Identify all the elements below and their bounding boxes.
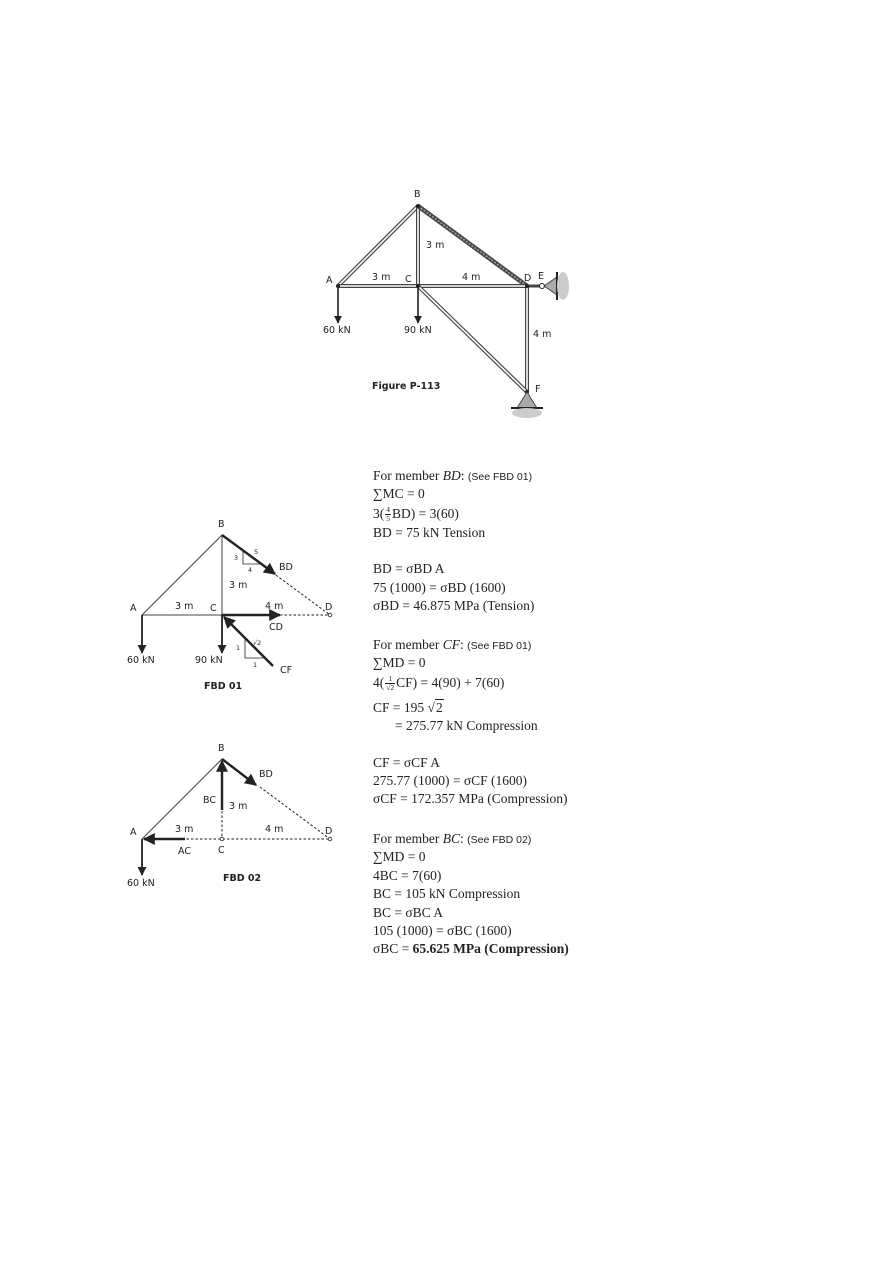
eq-pre: 4(	[373, 674, 385, 690]
stress-formula: BD = σBD A	[373, 561, 445, 577]
eq-pre: 3(	[373, 505, 385, 521]
dim-bc: 3 m	[229, 580, 248, 591]
heading-prefix: For member	[373, 831, 443, 846]
slope-bd-run: 4	[248, 566, 253, 574]
result-value: CF = 195	[373, 699, 425, 715]
node-label-a: A	[130, 603, 137, 614]
force-arrow-cf	[224, 617, 273, 666]
force-label-ac: AC	[178, 846, 191, 857]
force-label-bc: BC	[203, 795, 216, 806]
result: BC = 105 kN Compression	[373, 886, 521, 902]
dim-cd: 4 m	[462, 272, 481, 283]
slope-cf-rise: 1	[236, 644, 241, 652]
node-label-c: C	[210, 603, 217, 614]
solution-bc	[373, 830, 613, 959]
load-label-a: 60 kN	[323, 325, 351, 336]
node-label-b: B	[218, 519, 225, 530]
equilibrium-eq: 4BC = 7(60)	[373, 867, 442, 883]
node-label-a: A	[130, 827, 137, 838]
load-label-a: 60 kN	[127, 655, 155, 666]
truss-figure-p113	[300, 180, 600, 430]
stress-formula: BC = σBC A	[373, 904, 444, 920]
stress-result	[373, 940, 613, 958]
heading-prefix: For member	[373, 637, 443, 652]
fbd-reference: (See FBD 02)	[467, 834, 532, 846]
node-label-f: F	[535, 384, 541, 395]
fbd-reference: (See FBD 01)	[467, 471, 533, 483]
node-label-c: C	[218, 845, 225, 856]
fbd-caption: FBD 01	[204, 681, 243, 692]
dim-bc: 3 m	[426, 240, 445, 251]
radicand: 2	[435, 699, 443, 715]
fraction-den: 5	[386, 514, 390, 524]
heading: For member CF: (See FBD 01)	[373, 637, 532, 652]
node-label-d: D	[325, 602, 333, 613]
stress-substitution: 75 (1000) = σBD (1600)	[373, 579, 506, 595]
dim-df: 4 m	[533, 329, 552, 340]
fraction-num: 4	[386, 505, 390, 515]
node-label-b: B	[414, 189, 421, 200]
stress-symbol: σBC =	[373, 941, 413, 957]
node-label-e: E	[538, 271, 545, 282]
heading-prefix: For member	[373, 468, 443, 483]
force-label-cd: CD	[269, 622, 283, 633]
node-label-a: A	[326, 275, 333, 286]
equilibrium-eq	[373, 673, 613, 693]
load-label-a: 60 kN	[127, 878, 155, 889]
moment-eq: ∑MC = 0	[373, 486, 425, 502]
solution-bd	[373, 467, 613, 615]
stress-result: σBD = 46.875 MPa (Tension)	[373, 597, 535, 613]
node-label-d: D	[325, 826, 333, 837]
eq-post: CF) = 4(90) + 7(60)	[396, 674, 505, 690]
member-name: CF	[442, 637, 461, 652]
result: CF = 195 √2	[373, 699, 443, 715]
slope-cf-run: 1	[253, 661, 258, 669]
force-label-cf: CF	[280, 665, 293, 676]
stress-substitution: 105 (1000) = σBC (1600)	[373, 922, 512, 938]
heading: For member BD: (See FBD 01)	[373, 468, 533, 483]
slope-bd-hyp: 5	[254, 548, 259, 556]
fraction	[385, 675, 395, 692]
fbd-01-diagram	[115, 510, 355, 700]
fraction-num: 1	[385, 675, 395, 684]
stress-formula: CF = σCF A	[373, 754, 441, 770]
dim-bc: 3 m	[229, 801, 248, 812]
fbd-reference: (See FBD 01)	[467, 640, 532, 652]
slope-cf-hyp: √2	[253, 639, 262, 647]
stress-substitution: 275.77 (1000) = σCF (1600)	[373, 772, 528, 788]
member-name: BC	[442, 831, 461, 846]
dim-ac: 3 m	[175, 601, 194, 612]
result: BD = 75 kN Tension	[373, 524, 486, 540]
figure-caption: Figure P-113	[372, 381, 441, 392]
force-label-bd: BD	[259, 769, 273, 780]
moment-eq: ∑MD = 0	[373, 849, 426, 865]
force-label-bd: BD	[279, 562, 293, 573]
heading: For member BC: (See FBD 02)	[373, 831, 532, 846]
member-name: BD	[442, 468, 461, 483]
load-label-c: 90 kN	[195, 655, 223, 666]
result-numeric: = 275.77 kN Compression	[395, 718, 538, 734]
fbd-02-diagram	[115, 735, 355, 895]
dim-ac: 3 m	[175, 824, 194, 835]
fbd-caption: FBD 02	[223, 873, 262, 884]
pin-support-f	[511, 392, 543, 418]
force-arrow-bd	[222, 759, 256, 785]
moment-eq: ∑MD = 0	[373, 655, 426, 671]
node-label-c: C	[405, 274, 412, 285]
stress-value: 65.625 MPa (Compression)	[412, 941, 569, 957]
node-label-d: D	[524, 273, 532, 284]
solution-cf	[373, 636, 613, 809]
node-label-b: B	[218, 743, 225, 754]
dim-cd: 4 m	[265, 824, 284, 835]
load-label-c: 90 kN	[404, 325, 432, 336]
fraction-den: √2	[386, 683, 395, 693]
equilibrium-eq	[373, 504, 613, 524]
dim-cd: 4 m	[265, 601, 284, 612]
fraction	[385, 506, 391, 523]
eq-post: BD) = 3(60)	[392, 505, 459, 521]
stress-result: σCF = 172.357 MPa (Compression)	[373, 791, 568, 807]
slope-bd-rise: 3	[234, 554, 239, 562]
dim-ac: 3 m	[372, 272, 391, 283]
